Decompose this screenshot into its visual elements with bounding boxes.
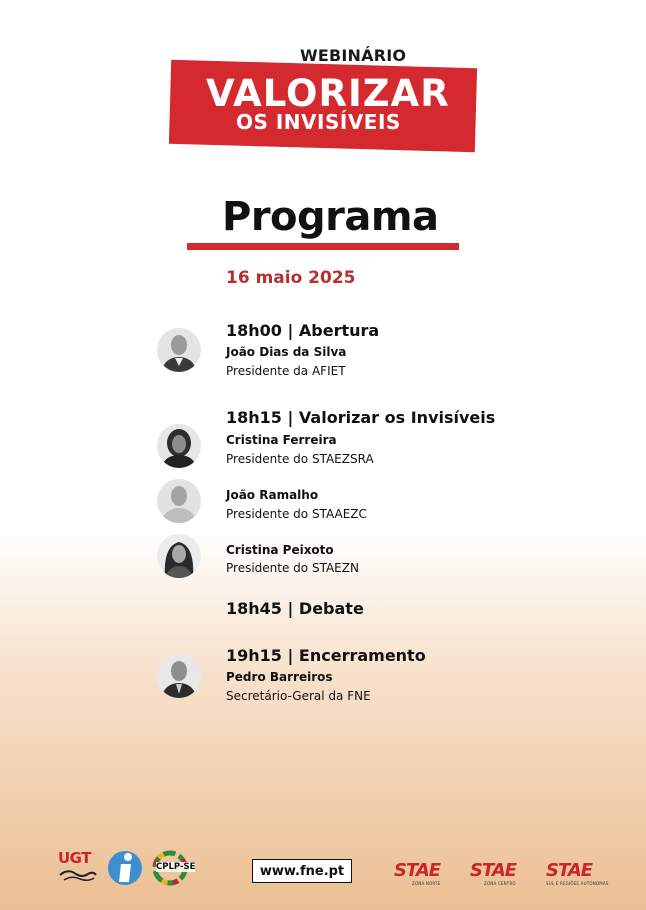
event-title: VALORIZAR (206, 72, 450, 115)
speaker-photo-cristina-peixoto (157, 534, 201, 578)
speaker-photo-joao-dias-da-silva (157, 328, 201, 372)
website-link[interactable]: www.fne.pt (252, 859, 352, 883)
speaker-role: Secretário-Geral da FNE (226, 689, 371, 703)
speaker-role: Presidente do STAAEZC (226, 507, 367, 521)
programa-heading: Programa (222, 194, 439, 240)
event-date: 16 maio 2025 (226, 268, 356, 288)
speaker-name: Pedro Barreiros (226, 670, 333, 684)
webinar-kicker: WEBINÁRIO (300, 46, 407, 65)
session-time: 18h15 | Valorizar os Invisíveis (226, 408, 496, 427)
stae-sul-logo: STAE SUL E REGIÕES AUTÓNOMAS (546, 860, 609, 886)
speaker-photo-joao-ramalho (157, 479, 201, 523)
heading-underline (187, 243, 459, 250)
cplp-se-logo: CPLP-SE (151, 849, 199, 887)
speaker-name: Cristina Peixoto (226, 543, 334, 557)
speaker-role: Presidente do STAEZN (226, 561, 359, 575)
session-time: 18h00 | Abertura (226, 321, 380, 340)
speaker-photo-pedro-barreiros (157, 654, 201, 698)
speaker-role: Presidente do STAEZSRA (226, 452, 374, 466)
ugt-logo: UGT (58, 850, 98, 886)
speaker-name: João Dias da Silva (226, 345, 347, 359)
fne-info-logo (107, 848, 143, 888)
session-time: 19h15 | Encerramento (226, 646, 426, 665)
speaker-photo-cristina-ferreira (157, 424, 201, 468)
speaker-name: Cristina Ferreira (226, 433, 337, 447)
speaker-role: Presidente da AFIET (226, 364, 346, 378)
event-subtitle: OS INVISÍVEIS (236, 110, 401, 134)
speaker-name: João Ramalho (226, 488, 319, 502)
session-time: 18h45 | Debate (226, 599, 364, 618)
stae-centro-logo: STAE ZONA CENTRO (470, 860, 517, 886)
stae-norte-logo: STAE ZONA NORTE (394, 860, 441, 886)
